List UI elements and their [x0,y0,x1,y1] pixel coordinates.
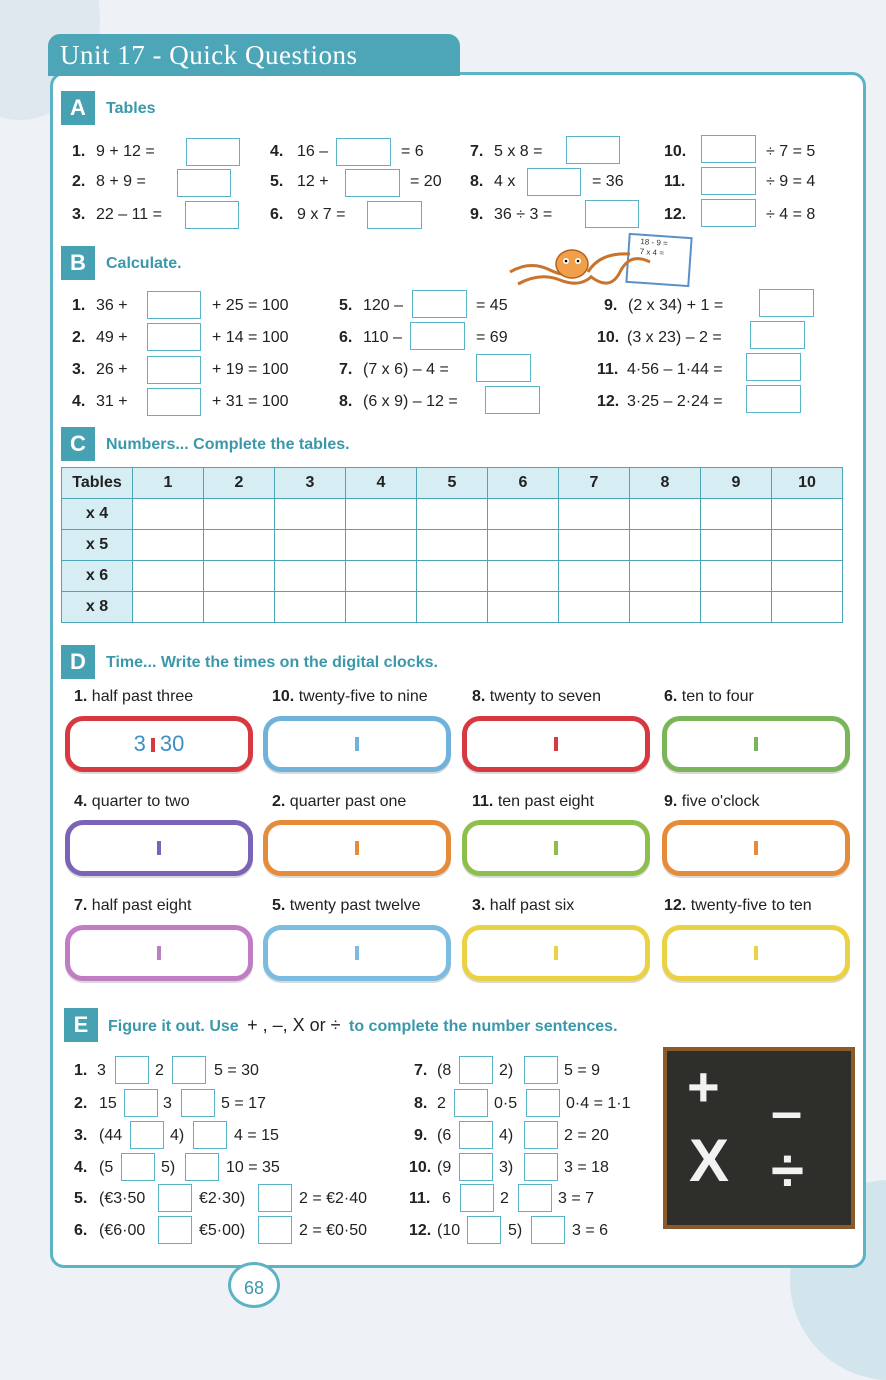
a-question-text: 9 + 12 = [96,143,155,160]
e-question-part: 4 = 15 [234,1127,279,1144]
clock-colon [146,735,160,755]
table-header-cell: 9 [701,468,772,499]
a-answer-box[interactable] [336,138,391,166]
a-question-text: 9 x 7 = [297,206,346,223]
e-question-part: 5) [161,1159,176,1176]
table-answer-cell[interactable] [772,499,843,530]
clock-number: 10. [272,688,295,705]
clock-colon-dots [754,737,758,751]
b-answer-box[interactable] [485,386,540,414]
digital-clock[interactable] [462,716,650,772]
times-table-grid [61,467,843,623]
a-question-number: 8. [470,173,484,190]
clock-colon-dots [355,737,359,751]
section-d-letter: D [61,645,95,679]
b-question-number: 12. [597,393,620,410]
table-answer-cell[interactable] [346,592,417,623]
e-question-number: 8. [414,1095,428,1112]
b-question-text: 26 + [96,361,128,378]
table-answer-cell[interactable] [133,592,204,623]
table-answer-cell[interactable] [133,561,204,592]
e-question-part: 5) [508,1222,523,1239]
clock-colon-dots [554,946,558,960]
clock-label [74,896,191,916]
e-question-part: 3 = 18 [564,1159,609,1176]
chalk-minus-icon: – [771,1079,803,1142]
e-question-part: 3 = 6 [572,1222,609,1239]
table-row [62,530,843,561]
b-answer-box[interactable] [746,385,801,413]
b-question-text: 4·56 – 1·44 = [627,361,723,378]
b-question-result: + 25 = 100 [212,297,289,314]
table-answer-cell[interactable] [204,499,275,530]
table-answer-cell[interactable] [133,530,204,561]
clock-label [74,792,190,812]
b-question-number: 4. [72,393,86,410]
e-question-part: 5 = 30 [214,1062,259,1079]
table-header-cell: Tables [62,468,133,499]
clock-label-text: half past three [91,688,194,705]
clock-label [664,896,812,916]
a-question-text: 5 x 8 = [494,143,543,160]
table-row [62,561,843,592]
digital-clock[interactable] [65,925,253,981]
clock-label [472,896,574,916]
table-answer-cell[interactable] [204,530,275,561]
e-question-part: 5 = 17 [221,1095,266,1112]
table-answer-cell[interactable] [701,530,772,561]
b-answer-box[interactable] [476,354,531,382]
table-answer-cell[interactable] [346,530,417,561]
clock-colon-dots [355,946,359,960]
clock-label-text: ten to four [681,688,754,705]
table-answer-cell[interactable] [772,530,843,561]
b-answer-box[interactable] [746,353,801,381]
e-question-number: 9. [414,1127,428,1144]
clock-label-text: twenty-five to nine [298,688,428,705]
a-question-number: 1. [72,143,86,160]
b-question-text: 3·25 – 2·24 = [627,393,723,410]
e-question-part: 2 = €0·50 [299,1222,368,1239]
e-operator-box[interactable] [524,1121,558,1149]
table-answer-cell[interactable] [701,499,772,530]
e-question-part: 4) [170,1127,185,1144]
table-answer-cell[interactable] [417,592,488,623]
table-answer-cell[interactable] [417,499,488,530]
table-answer-cell[interactable] [275,530,346,561]
digital-clock[interactable] [263,925,451,981]
clock-time [70,721,248,767]
e-operator-box[interactable] [460,1184,494,1212]
clock-colon-dots [754,946,758,960]
digital-clock[interactable] [462,820,650,876]
table-answer-cell[interactable] [346,561,417,592]
a-question-result: = 36 [592,173,624,190]
a-question-result: ÷ 4 = 8 [766,206,816,223]
e-question-number: 12. [409,1222,432,1239]
e-operator-box[interactable] [130,1121,164,1149]
table-answer-cell[interactable] [275,592,346,623]
a-question-result: = 20 [410,173,442,190]
chalkboard [663,1047,855,1229]
e-question-part: 3) [499,1159,514,1176]
e-operator-box[interactable] [524,1056,558,1084]
table-answer-cell[interactable] [488,499,559,530]
section-a-letter: A [61,91,95,125]
table-header-cell: 5 [417,468,488,499]
b-answer-box[interactable] [410,322,465,350]
section-e-ops: + , –, X or ÷ [247,1015,341,1035]
b-question-text: 49 + [96,329,128,346]
e-question-part: (10 [437,1222,461,1239]
digital-clock[interactable] [662,925,850,981]
board-text: 18 - 9 = 7 x 4 = [639,237,669,258]
e-question-number: 11. [409,1190,431,1207]
b-answer-box[interactable] [147,323,201,351]
e-question-part: (8 [437,1062,452,1079]
e-question-number: 3. [74,1127,88,1144]
table-row-label: x 4 [62,499,133,530]
section-c-title: Numbers... Complete the tables. [106,436,350,453]
clock-number: 3. [472,897,486,914]
table-answer-cell[interactable] [559,499,630,530]
clock-colon-dots [151,738,155,752]
a-question-text: 8 + 9 = [96,173,146,190]
clock-label [664,792,760,812]
table-answer-cell[interactable] [488,561,559,592]
table-answer-cell[interactable] [488,592,559,623]
e-question-part: 4) [499,1127,514,1144]
clock-label-text: half past six [489,897,575,914]
chalk-plus-icon: + [687,1055,720,1118]
e-question-number: 5. [74,1190,88,1207]
table-answer-cell[interactable] [417,530,488,561]
table-header-row [62,468,843,499]
clock-number: 1. [74,688,88,705]
b-question-text: (6 x 9) – 12 = [363,393,458,410]
a-answer-box[interactable] [185,201,239,229]
b-question-text: (2 x 34) + 1 = [628,297,724,314]
clock-label-text: twenty to seven [489,688,601,705]
table-header-cell: 10 [772,468,843,499]
b-question-text: 120 – [363,297,404,314]
b-question-text: (7 x 6) – 4 = [363,361,449,378]
e-operator-box[interactable] [467,1216,501,1244]
b-question-text: (3 x 23) – 2 = [627,329,722,346]
b-answer-box[interactable] [147,356,201,384]
a-question-number: 4. [270,143,284,160]
clock-number: 5. [272,897,286,914]
b-question-number: 8. [339,393,353,410]
a-answer-box[interactable] [701,167,756,195]
table-answer-cell[interactable] [630,561,701,592]
section-e-title [108,1015,618,1037]
table-answer-cell[interactable] [559,592,630,623]
table-answer-cell[interactable] [417,561,488,592]
clock-label [472,792,594,812]
e-operator-box[interactable] [459,1153,493,1181]
clock-colon-dots [157,841,161,855]
clock-label-text: twenty past twelve [289,897,421,914]
a-question-number: 5. [270,173,284,190]
table-header-cell: 3 [275,468,346,499]
e-question-part: 2 [437,1095,446,1112]
clock-number: 6. [664,688,678,705]
clock-label [272,792,406,812]
a-question-text: 4 x [494,173,516,190]
e-question-part: (6 [437,1127,452,1144]
b-question-number: 9. [604,297,618,314]
b-question-number: 6. [339,329,353,346]
e-operator-box[interactable] [121,1153,155,1181]
table-row [62,499,843,530]
table-answer-cell[interactable] [701,561,772,592]
section-e-title-pre: Figure it out. Use [108,1018,239,1035]
a-question-result: ÷ 9 = 4 [766,173,816,190]
e-operator-box[interactable] [531,1216,565,1244]
e-question-number: 4. [74,1159,88,1176]
table-answer-cell[interactable] [701,592,772,623]
chalk-times-icon: X [689,1127,730,1194]
b-question-result: + 31 = 100 [212,393,289,410]
table-answer-cell[interactable] [559,561,630,592]
section-e-letter: E [64,1008,98,1042]
section-a-title: Tables [106,100,156,117]
e-operator-box[interactable] [181,1089,215,1117]
b-question-number: 2. [72,329,86,346]
table-answer-cell[interactable] [772,592,843,623]
table-answer-cell[interactable] [275,499,346,530]
a-question-number: 3. [72,206,86,223]
e-question-part: (€3·50 [99,1190,146,1207]
table-answer-cell[interactable] [630,592,701,623]
table-answer-cell[interactable] [630,530,701,561]
b-question-number: 3. [72,361,86,378]
clock-label-text: five o'clock [681,793,760,810]
e-operator-box[interactable] [459,1056,493,1084]
clock-label [664,687,754,707]
a-answer-box[interactable] [701,135,756,163]
e-question-part: 10 = 35 [226,1159,280,1176]
table-answer-cell[interactable] [772,561,843,592]
a-answer-box[interactable] [585,200,639,228]
clock-colon-dots [554,841,558,855]
b-question-number: 1. [72,297,86,314]
b-question-number: 5. [339,297,353,314]
b-answer-box[interactable] [412,290,467,318]
table-row-label: x 5 [62,530,133,561]
clock-label-text: half past eight [91,897,192,914]
table-answer-cell[interactable] [204,592,275,623]
e-question-number: 10. [409,1159,432,1176]
e-operator-box[interactable] [454,1089,488,1117]
e-question-part: 3 = 7 [558,1190,595,1207]
a-question-text: 16 – [297,143,329,160]
clock-number: 9. [664,793,678,810]
a-question-text: 12 + [297,173,329,190]
e-question-part: 3 [163,1095,172,1112]
e-operator-box[interactable] [258,1184,292,1212]
b-question-text: 110 – [363,329,402,346]
e-question-number: 2. [74,1095,88,1112]
e-question-part: 0·5 [494,1095,518,1112]
digital-clock[interactable] [65,716,253,772]
b-question-number: 10. [597,329,620,346]
page-number: 68 [228,1262,280,1308]
a-question-result: = 6 [401,143,424,160]
a-question-result: ÷ 7 = 5 [766,143,816,160]
e-operator-box[interactable] [124,1089,158,1117]
e-question-part: 6 [442,1190,451,1207]
clock-colon-dots [157,946,161,960]
b-question-result: + 14 = 100 [212,329,289,346]
clock-minute: 30 [159,731,185,756]
a-question-number: 11. [664,173,686,190]
table-header-cell: 2 [204,468,275,499]
a-answer-box[interactable] [566,136,620,164]
table-header-cell: 7 [559,468,630,499]
e-question-part: 15 [99,1095,117,1112]
digital-clock[interactable] [263,820,451,876]
a-answer-box[interactable] [701,199,756,227]
e-question-part: 2 = 20 [564,1127,609,1144]
b-answer-box[interactable] [147,291,201,319]
e-question-part: (9 [437,1159,452,1176]
section-c-letter: C [61,427,95,461]
e-operator-box[interactable] [526,1089,560,1117]
clock-label [272,896,421,916]
clock-hour: 3 [133,731,146,756]
clock-number: 12. [664,897,687,914]
e-question-part: 3 [97,1062,106,1079]
chalk-divide-icon: ÷ [771,1137,804,1204]
a-answer-box[interactable] [186,138,240,166]
e-question-part: 0·4 = 1·1 [566,1095,631,1112]
a-question-number: 6. [270,206,284,223]
e-operator-box[interactable] [158,1216,192,1244]
a-question-number: 7. [470,143,484,160]
clock-colon-dots [355,841,359,855]
e-question-part: 2 [155,1062,164,1079]
e-operator-box[interactable] [524,1153,558,1181]
digital-clock[interactable] [462,925,650,981]
a-question-text: 36 ÷ 3 = [494,206,553,223]
a-answer-box[interactable] [345,169,400,197]
table-header-cell: 1 [133,468,204,499]
table-header-cell: 6 [488,468,559,499]
clock-number: 4. [74,793,88,810]
a-question-number: 9. [470,206,484,223]
e-question-number: 6. [74,1222,88,1239]
a-question-number: 10. [664,143,687,160]
e-operator-box[interactable] [115,1056,149,1084]
e-question-part: 2) [499,1062,514,1079]
e-question-part: 2 = €2·40 [299,1190,368,1207]
e-question-part: 2 [500,1190,509,1207]
table-answer-cell[interactable] [488,530,559,561]
b-answer-box[interactable] [759,289,814,317]
clock-label-text: twenty-five to ten [690,897,812,914]
clock-colon-dots [554,737,558,751]
e-operator-box[interactable] [158,1184,192,1212]
a-question-number: 12. [664,206,687,223]
clock-colon-dots [754,841,758,855]
b-question-result: = 69 [476,329,508,346]
section-e-title-post: to complete the number sentences. [349,1018,618,1035]
b-question-result: = 45 [476,297,508,314]
table-header-cell: 8 [630,468,701,499]
clock-label [74,687,193,707]
clock-label-text: quarter past one [289,793,407,810]
clock-number: 8. [472,688,486,705]
table-answer-cell[interactable] [559,530,630,561]
b-answer-box[interactable] [750,321,805,349]
e-operator-box[interactable] [258,1216,292,1244]
table-row-label: x 6 [62,561,133,592]
a-answer-box[interactable] [367,201,422,229]
e-operator-box[interactable] [459,1121,493,1149]
e-operator-box[interactable] [193,1121,227,1149]
b-question-number: 11. [597,361,619,378]
table-answer-cell[interactable] [133,499,204,530]
a-question-number: 2. [72,173,86,190]
b-question-number: 7. [339,361,353,378]
clock-label [272,687,428,707]
clock-number: 2. [272,793,286,810]
b-question-result: + 19 = 100 [212,361,289,378]
a-answer-box[interactable] [177,169,231,197]
e-question-part: (44 [99,1127,123,1144]
clock-label [472,687,601,707]
section-d-title: Time... Write the times on the digital clocks. [106,654,438,671]
table-answer-cell[interactable] [346,499,417,530]
digital-clock[interactable] [662,820,850,876]
e-operator-box[interactable] [185,1153,219,1181]
page-title: Unit 17 - Quick Questions [48,34,460,76]
e-operator-box[interactable] [518,1184,552,1212]
e-question-number: 7. [414,1062,428,1079]
table-answer-cell[interactable] [630,499,701,530]
table-answer-cell[interactable] [275,561,346,592]
table-row [62,592,843,623]
clock-label-text: ten past eight [497,793,594,810]
b-question-text: 31 + [96,393,128,410]
b-answer-box[interactable] [147,388,201,416]
e-question-part: 5 = 9 [564,1062,601,1079]
clock-number: 11. [472,793,494,810]
e-operator-box[interactable] [172,1056,206,1084]
table-header-cell: 4 [346,468,417,499]
clock-label-text: quarter to two [91,793,190,810]
a-answer-box[interactable] [527,168,581,196]
digital-clock[interactable] [662,716,850,772]
b-question-text: 36 + [96,297,128,314]
e-question-part: €5·00) [199,1222,246,1239]
table-answer-cell[interactable] [204,561,275,592]
table-row-label: x 8 [62,592,133,623]
section-b-title: Calculate. [106,255,182,272]
digital-clock[interactable] [263,716,451,772]
clock-number: 7. [74,897,88,914]
e-question-number: 1. [74,1062,88,1079]
e-question-part: (5 [99,1159,114,1176]
a-question-text: 22 – 11 = [96,206,162,223]
digital-clock[interactable] [65,820,253,876]
e-question-part: €2·30) [199,1190,246,1207]
section-b-letter: B [61,246,95,280]
e-question-part: (€6·00 [99,1222,146,1239]
